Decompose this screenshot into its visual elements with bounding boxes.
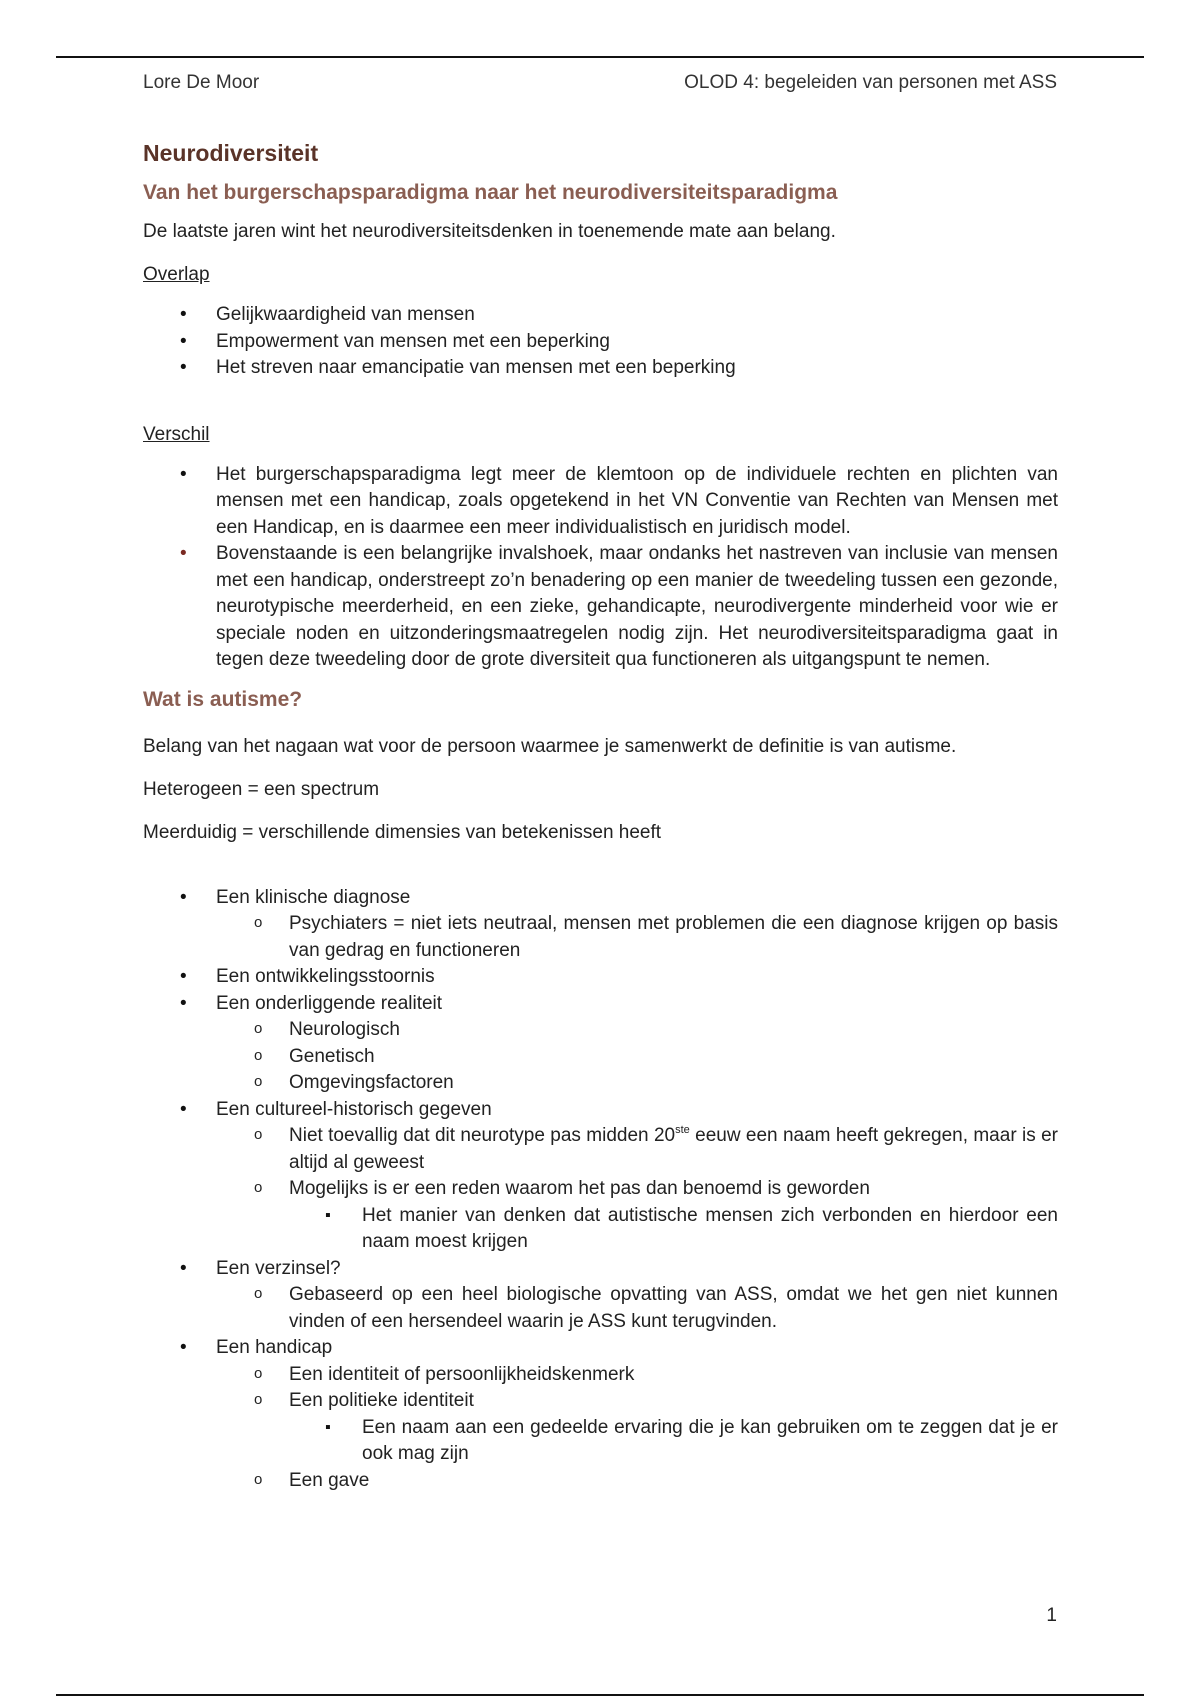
list-item: • Empowerment van mensen met een beperking bbox=[216, 329, 1058, 356]
autisme-meerduidig: Meerduidig = verschillende dimensies van betekenissen heeft bbox=[143, 821, 662, 843]
overlap-label: Overlap bbox=[143, 264, 210, 285]
list-item: • Een verzinsel? o Gebaseerd op een heel biologische opvatting van ASS, omdat we het gen niet kunnen vinden of een hersendeel waarin je ASS kunt terugvinden. bbox=[216, 1256, 1058, 1336]
page-number: 1 bbox=[1046, 1605, 1057, 1626]
list-item: o Mogelijks is er een reden waarom het pas dan benoemd is geworden ▪ Het manier van denken dat autistische mensen zich verbonden en hierdoor een naam moest krijgen bbox=[289, 1176, 1058, 1256]
verschil-label: Verschil bbox=[143, 423, 210, 445]
list-item: ▪ Een naam aan een gedeelde ervaring die je kan gebruiken om te zeggen dat je er ook mag zijn bbox=[362, 1415, 1058, 1468]
section-title: Neurodiversiteit bbox=[143, 140, 319, 166]
header-course: OLOD 4: begeleiden van personen met ASS bbox=[684, 72, 1057, 93]
list-item: • Een klinische diagnose o Psychiaters = niet iets neutraal, mensen met problemen die een diagnose krijgen op basis van gedrag en functioneren bbox=[216, 885, 1058, 965]
overlap-list bbox=[216, 302, 1058, 382]
verschil-list bbox=[216, 462, 1058, 674]
header-author: Lore De Moor bbox=[143, 72, 260, 93]
list-item: o Omgevingsfactoren bbox=[289, 1070, 1058, 1097]
intro-paragraph: De laatste jaren wint het neurodiversiteitsdenken in toenemende mate aan belang. bbox=[143, 221, 836, 242]
section-subtitle: Van het burgerschapsparadigma naar het neurodiversiteitsparadigma bbox=[143, 181, 838, 204]
list-item: o Neurologisch bbox=[289, 1017, 1058, 1044]
list-item: o Niet toevallig dat dit neurotype pas midden 20ste eeuw een naam heeft gekregen, maar is er altijd al geweest bbox=[289, 1123, 1058, 1176]
autisme-list bbox=[216, 885, 1058, 1495]
list-item: o Genetisch bbox=[289, 1044, 1058, 1071]
list-item: ▪ Het manier van denken dat autistische mensen zich verbonden en hierdoor een naam moest krijgen bbox=[362, 1203, 1058, 1256]
list-item: o Een gave bbox=[289, 1468, 1058, 1495]
list-item: • Bovenstaande is een belangrijke invalshoek, maar ondanks het nastreven van inclusie van mensen met een handicap, onderstreept zo’n benadering op een manier de tweedeling tussen een gezonde, neurotypische meerderheid, en een zieke, gehandicapte, neurodivergente minderheid voor wie er speciale noden en uitzonderingsmaatregelen nodig zijn. Het neurodiversiteitsparadigma gaat in tegen deze tweedeling door de grote diversiteit qua functioneren als uitgangspunt te nemen. bbox=[216, 541, 1058, 674]
document-body bbox=[143, 140, 1058, 1494]
autisme-title: Wat is autisme? bbox=[143, 687, 303, 711]
list-item: o Gebaseerd op een heel biologische opvatting van ASS, omdat we het gen niet kunnen vinden of een hersendeel waarin je ASS kunt terugvinden. bbox=[289, 1282, 1058, 1335]
list-item: • Gelijkwaardigheid van mensen bbox=[216, 302, 1058, 329]
list-item: • Het burgerschapsparadigma legt meer de klemtoon op de individuele rechten en plichten van mensen met een handicap, zoals opgetekend in het VN Conventie van Rechten van Mensen met een Handicap, en is daarmee een meer individualistisch en juridisch model. bbox=[216, 462, 1058, 542]
list-item: • Een onderliggende realiteit o Neurologisch o Genetisch o Omgevingsfactoren bbox=[216, 991, 1058, 1097]
list-item: • Een cultureel-historisch gegeven o Niet toevallig dat dit neurotype pas midden 20ste eeuw een naam heeft gekregen, maar is er altijd al geweest o Mogelijks is er een reden waarom het pas dan benoemd is geworden ▪ Het manier van denken dat autistische mensen zich verbonden en hierdoor een naam moest krijgen bbox=[216, 1097, 1058, 1256]
list-item: • Een ontwikkelingsstoornis bbox=[216, 964, 1058, 991]
header-rule bbox=[56, 56, 1144, 58]
autisme-heterogeen: Heterogeen = een spectrum bbox=[143, 778, 380, 800]
list-item: • Het streven naar emancipatie van mensen met een beperking bbox=[216, 355, 1058, 382]
list-item: • Een handicap o Een identiteit of persoonlijkheidskenmerk o Een politieke identiteit ▪ Een naam aan een gedeelde ervaring die je kan gebruiken om te zeggen dat je er ook mag zijn o Een gave bbox=[216, 1335, 1058, 1494]
list-item: o Een politieke identiteit ▪ Een naam aan een gedeelde ervaring die je kan gebruiken om te zeggen dat je er ook mag zijn bbox=[289, 1388, 1058, 1468]
list-item: o Psychiaters = niet iets neutraal, mensen met problemen die een diagnose krijgen op basis van gedrag en functioneren bbox=[289, 911, 1058, 964]
footer-rule bbox=[56, 1694, 1144, 1696]
list-item: o Een identiteit of persoonlijkheidskenmerk bbox=[289, 1362, 1058, 1389]
autisme-paragraph: Belang van het nagaan wat voor de persoon waarmee je samenwerkt de definitie is van autisme. bbox=[143, 735, 957, 757]
